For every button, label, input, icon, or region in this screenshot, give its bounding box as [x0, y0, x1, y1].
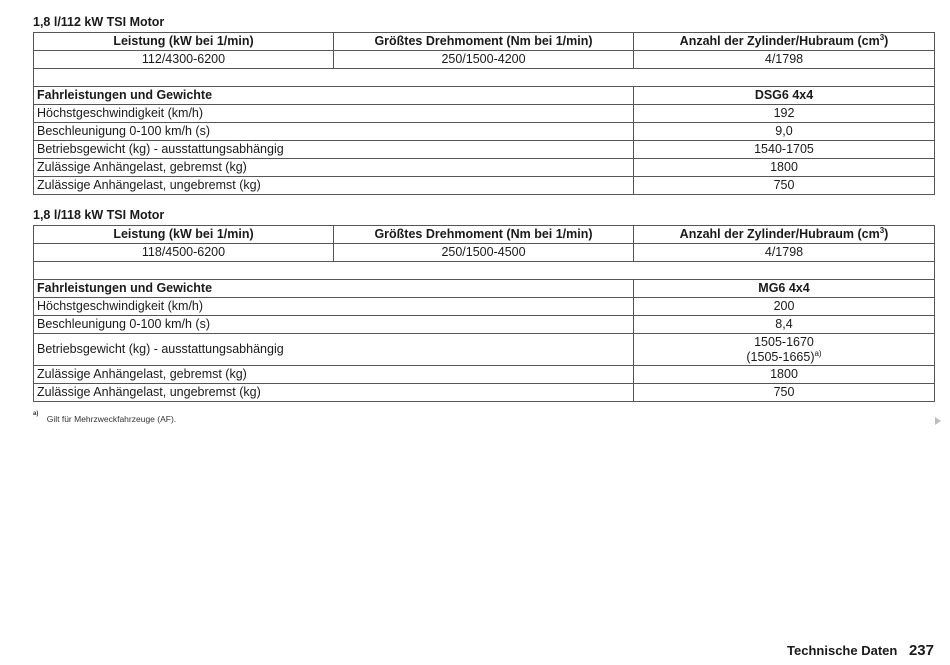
row-value: 750 — [634, 384, 935, 402]
row-value — [634, 334, 935, 366]
table-row — [34, 316, 935, 334]
row-value: 8,4 — [634, 316, 935, 334]
engine-table — [33, 225, 935, 402]
perf-header: Fahrleistungen und Gewichte — [34, 87, 634, 105]
row-label: Zulässige Anhängelast, gebremst (kg) — [34, 366, 634, 384]
perf-header-row — [34, 280, 935, 298]
table-row — [34, 123, 935, 141]
engine-header-row — [34, 226, 935, 244]
row-label: Betriebsgewicht (kg) - ausstattungsabhängig — [34, 141, 634, 159]
cylinder-header: Anzahl der Zylinder/Hubraum $(cm^3)$ — [634, 33, 935, 51]
table-row — [34, 366, 935, 384]
torque-header: Größtes Drehmoment (Nm bei 1/min) — [334, 226, 634, 244]
table-row — [34, 298, 935, 316]
transmission-header: DSG6 4x4 — [634, 87, 935, 105]
engine-value-row — [34, 244, 935, 262]
spacer-row — [34, 69, 935, 87]
torque-value: 250/1500-4500 — [334, 244, 634, 262]
cylinder-value: 4/1798 — [634, 244, 935, 262]
footnote-ref: a) — [814, 348, 822, 358]
engine-section-118kw — [33, 207, 934, 402]
footnote-marker: a) — [33, 411, 39, 417]
row-label: Beschleunigung 0-100 km/h (s) — [34, 316, 634, 334]
engine-table — [33, 32, 935, 195]
row-value: 750 — [634, 177, 935, 195]
cylinder-header: Anzahl der Zylinder/Hubraum $(cm^3)$ — [634, 226, 935, 244]
row-value: 9,0 — [634, 123, 935, 141]
row-value: 1800 — [634, 366, 935, 384]
power-header: Leistung (kW bei 1/min) — [34, 226, 334, 244]
row-value: 200 — [634, 298, 935, 316]
cylinder-value: 4/1798 — [634, 51, 935, 69]
power-value: 118/4500-6200 — [34, 244, 334, 262]
table-row — [34, 384, 935, 402]
value-line-2: (1505-1665)$^{a)}$ — [746, 348, 822, 364]
page-footer — [787, 642, 934, 659]
engine-value-row — [34, 51, 935, 69]
table-row — [34, 141, 935, 159]
row-label: Zulässige Anhängelast, gebremst (kg) — [34, 159, 634, 177]
row-label: Zulässige Anhängelast, ungebremst (kg) — [34, 177, 634, 195]
table-row — [34, 105, 935, 123]
table-row — [34, 159, 935, 177]
torque-value: 250/1500-4200 — [334, 51, 634, 69]
section-title: 1,8 l/118 kW TSI Motor — [33, 208, 165, 222]
row-value: 192 — [634, 105, 935, 123]
power-value: 112/4300-6200 — [34, 51, 334, 69]
power-header: Leistung (kW bei 1/min) — [34, 33, 334, 51]
engine-section-112kw — [33, 14, 934, 195]
row-value: 1800 — [634, 159, 935, 177]
row-label: Zulässige Anhängelast, ungebremst (kg) — [34, 384, 634, 402]
torque-header: Größtes Drehmoment (Nm bei 1/min) — [334, 33, 634, 51]
footer-section-title: Technische Daten — [787, 643, 898, 658]
page-number: 237 — [908, 642, 934, 659]
row-label: Betriebsgewicht (kg) - ausstattungsabhängig — [34, 334, 634, 366]
row-label: Höchstgeschwindigkeit (km/h) — [34, 298, 634, 316]
next-page-arrow-icon[interactable] — [935, 417, 941, 425]
perf-header: Fahrleistungen und Gewichte — [34, 280, 634, 298]
value-line-1: 1505-1670 — [754, 334, 814, 349]
row-label: Höchstgeschwindigkeit (km/h) — [34, 105, 634, 123]
table-row — [34, 334, 935, 366]
footnote-text: Gilt für Mehrzweckfahrzeuge (AF). — [46, 414, 177, 424]
section-title: 1,8 l/112 kW TSI Motor — [33, 15, 165, 29]
transmission-header: MG6 4x4 — [634, 280, 935, 298]
perf-header-row — [34, 87, 935, 105]
row-value: 1540-1705 — [634, 141, 935, 159]
footnote — [33, 411, 177, 424]
engine-header-row — [34, 33, 935, 51]
spacer-row — [34, 262, 935, 280]
table-row — [34, 177, 935, 195]
row-label: Beschleunigung 0-100 km/h (s) — [34, 123, 634, 141]
